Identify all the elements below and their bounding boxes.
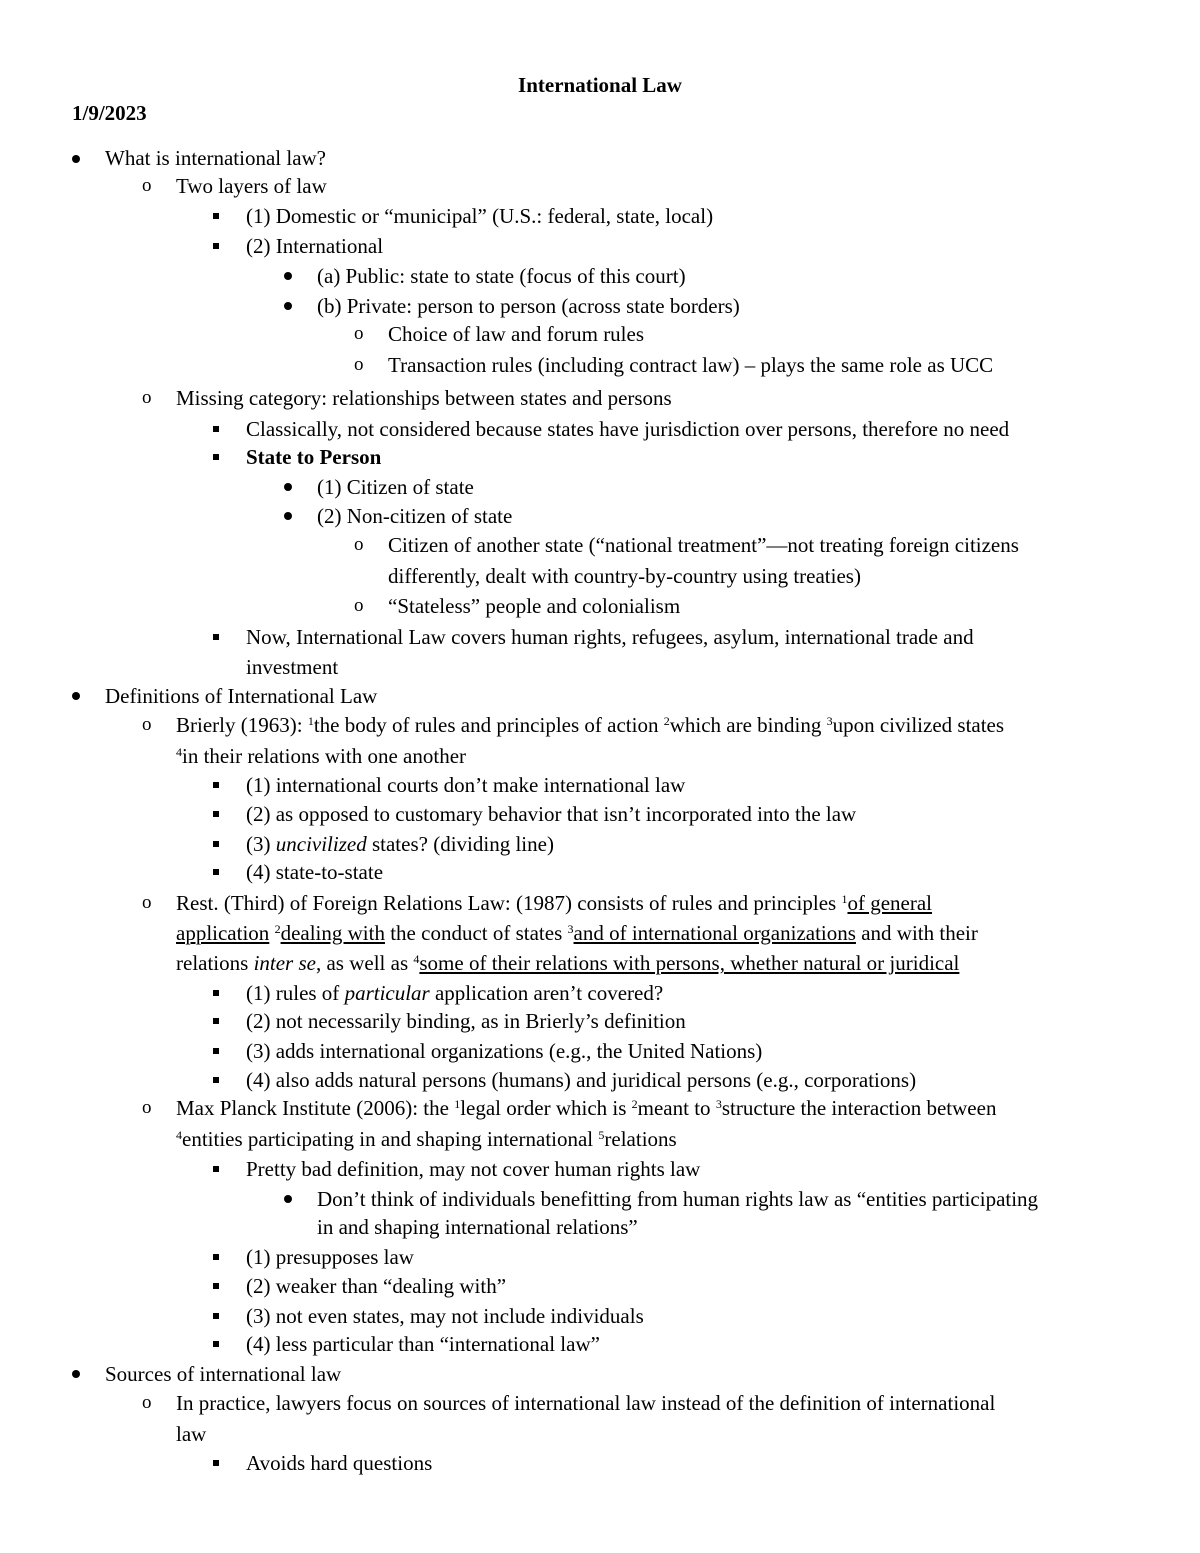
list-item-continuation: relations inter se, as well as $^4$some of their relations with persons, whether natural or juridical <box>176 951 960 975</box>
list-item: Definitions of International Law <box>105 684 378 708</box>
list-item: Citizen of another state (“national treatment”—not treating foreign citizens <box>388 533 1019 557</box>
bullet-circle: o <box>142 1392 152 1413</box>
list-item: (2) International <box>246 234 384 258</box>
bullet-dot <box>284 483 292 491</box>
list-item-continuation: application $^2$dealing with the conduct of states $^3$and of international organizations and with their <box>176 921 978 945</box>
bullet-dot <box>284 512 292 520</box>
bullet-dot <box>72 1370 80 1378</box>
bullet-dot <box>72 155 80 163</box>
bullet-square <box>213 1048 219 1054</box>
list-item: Max Planck Institute (2006): the $^1$legal order which is $^2$meant to $^3$structure the interaction between <box>176 1096 997 1120</box>
list-item: Brierly (1963): $^1$the body of rules and principles of action $^2$which are binding $^3$upon civilized states <box>176 713 1005 737</box>
bullet-circle: o <box>142 714 152 735</box>
list-item: Transaction rules (including contract law) – plays the same role as UCC <box>388 353 994 377</box>
bullet-square <box>213 869 219 875</box>
bullet-circle: o <box>354 534 364 555</box>
list-item-continuation: $^4$entities participating in and shaping international $^5$relations <box>176 1127 677 1151</box>
list-item-continuation: investment <box>246 655 339 679</box>
bullet-dot <box>284 302 292 310</box>
list-item: State to Person <box>246 445 382 469</box>
list-item-continuation: law <box>176 1422 207 1446</box>
list-item: Choice of law and forum rules <box>388 322 645 346</box>
bullet-circle: o <box>354 595 364 616</box>
bullet-circle: o <box>354 323 364 344</box>
list-item: (1) Citizen of state <box>317 475 474 499</box>
bullet-square <box>213 243 219 249</box>
bullet-square <box>213 1166 219 1172</box>
list-item-continuation: in and shaping international relations” <box>317 1215 638 1239</box>
list-item: (2) weaker than “dealing with” <box>246 1274 507 1298</box>
bullet-circle: o <box>354 354 364 375</box>
list-item: (3) uncivilized states? (dividing line) <box>246 832 554 856</box>
list-item: (1) presupposes law <box>246 1245 414 1269</box>
list-item: (4) state-to-state <box>246 860 384 884</box>
list-item: “Stateless” people and colonialism <box>388 594 681 618</box>
list-item: (1) rules of particular application aren’t covered? <box>246 981 664 1005</box>
note-date: 1/9/2023 <box>72 101 147 125</box>
list-item: (4) also adds natural persons (humans) and juridical persons (e.g., corporations) <box>246 1068 917 1092</box>
bullet-dot <box>284 1195 292 1203</box>
bullet-square <box>213 1283 219 1289</box>
list-item: (a) Public: state to state (focus of this court) <box>317 264 686 288</box>
list-item: Don’t think of individuals benefitting from human rights law as “entities participating <box>317 1187 1039 1211</box>
list-item: Missing category: relationships between states and persons <box>176 386 672 410</box>
bullet-circle: o <box>142 387 152 408</box>
document-title: International Law <box>518 73 682 97</box>
bullet-dot <box>284 272 292 280</box>
bullet-circle: o <box>142 892 152 913</box>
bullet-square <box>213 634 219 640</box>
list-item: (1) Domestic or “municipal” (U.S.: federal, state, local) <box>246 204 714 228</box>
list-item-continuation: $^4$in their relations with one another <box>176 744 467 768</box>
list-item: (4) less particular than “international law” <box>246 1332 600 1356</box>
list-item: (1) international courts don’t make international law <box>246 773 686 797</box>
list-item: Classically, not considered because states have jurisdiction over persons, therefore no need <box>246 417 1010 441</box>
bullet-square <box>213 1341 219 1347</box>
list-item: Now, International Law covers human rights, refugees, asylum, international trade and <box>246 625 974 649</box>
bullet-square <box>213 782 219 788</box>
list-item: Avoids hard questions <box>246 1451 433 1475</box>
bullet-square <box>213 990 219 996</box>
list-item: (2) Non-citizen of state <box>317 504 513 528</box>
list-item: In practice, lawyers focus on sources of international law instead of the definition of international <box>176 1391 996 1415</box>
bullet-square <box>213 1313 219 1319</box>
list-item: (3) not even states, may not include individuals <box>246 1304 644 1328</box>
list-item: What is international law? <box>105 146 327 170</box>
list-item: Rest. (Third) of Foreign Relations Law: (1987) consists of rules and principles $^1$of general <box>176 891 933 915</box>
bullet-square <box>213 213 219 219</box>
bullet-square <box>213 1077 219 1083</box>
bullet-square <box>213 841 219 847</box>
list-item-continuation: differently, dealt with country-by-country using treaties) <box>388 564 861 588</box>
bullet-square <box>213 426 219 432</box>
bullet-circle: o <box>142 1097 152 1118</box>
list-item: Two layers of law <box>176 174 327 198</box>
bullet-square <box>213 454 219 460</box>
bullet-square <box>213 1254 219 1260</box>
list-item: (b) Private: person to person (across state borders) <box>317 294 740 318</box>
bullet-square <box>213 1018 219 1024</box>
bullet-square <box>213 811 219 817</box>
list-item: Sources of international law <box>105 1362 342 1386</box>
bullet-square <box>213 1460 219 1466</box>
list-item: (3) adds international organizations (e.g., the United Nations) <box>246 1039 763 1063</box>
list-item: (2) as opposed to customary behavior that isn’t incorporated into the law <box>246 802 857 826</box>
list-item: Pretty bad definition, may not cover human rights law <box>246 1157 701 1181</box>
bullet-circle: o <box>142 175 152 196</box>
bullet-dot <box>72 692 80 700</box>
list-item: (2) not necessarily binding, as in Brierly’s definition <box>246 1009 686 1033</box>
